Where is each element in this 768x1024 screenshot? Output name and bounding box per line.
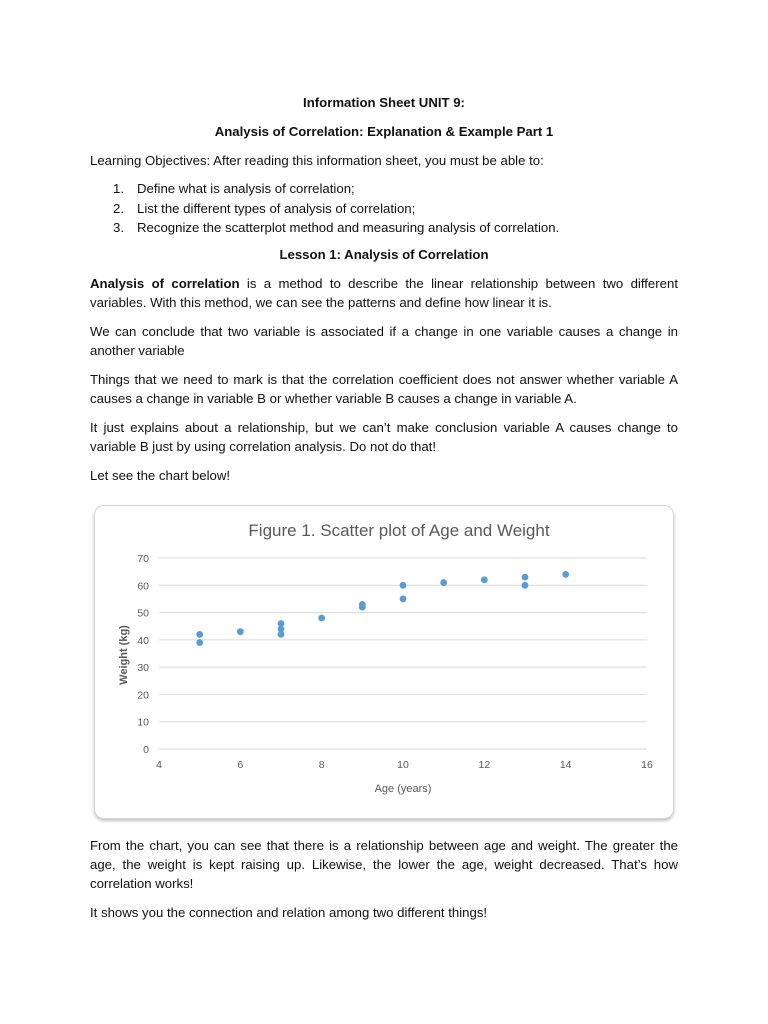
objective-number: 1.: [113, 181, 124, 196]
scatter-point: [318, 615, 325, 622]
y-tick-label: 30: [137, 662, 149, 675]
scatter-point: [522, 574, 529, 581]
x-tick-label: 8: [318, 759, 325, 771]
paragraph-association: We can conclude that two variable is associated if a change in one variable causes a change in another variable: [90, 324, 678, 358]
paragraph-conclusion: It shows you the connection and relation among two different things!: [90, 905, 488, 920]
x-tick-label: 12: [478, 759, 491, 771]
definition-text: is a method to describe the linear relationship between two different variables. With this method, we can see the patterns and define how linear it is.: [90, 276, 678, 310]
y-tick-label: 10: [137, 716, 149, 729]
sheet-subtitle: Analysis of Correlation: Explanation & Example Part 1: [214, 124, 554, 139]
scatter-point: [278, 631, 285, 638]
scatter-point: [400, 596, 407, 603]
objective-text: Define what is analysis of correlation;: [137, 181, 355, 196]
objective-text: Recognize the scatterplot method and measuring analysis of correlation.: [137, 220, 560, 235]
paragraph-warning: It just explains about a relationship, but we can’t make conclusion variable A causes change to variable B just by using correlation analysis. Do not do that!: [90, 420, 678, 454]
y-tick-label: 0: [143, 744, 149, 756]
scatter-point: [562, 571, 569, 578]
chart-points: [196, 571, 569, 646]
scatter-point: [522, 582, 529, 589]
scatter-point: [196, 631, 203, 638]
paragraph-chart-explanation: From the chart, you can see that there is a relationship between age and weight. The greater the age, the weight is kept raising up. Likewise, the lower the age, weight decreased. That’s how correlation works!: [90, 838, 678, 891]
scatter-point: [359, 604, 366, 611]
objectives-list: [113, 179, 673, 238]
scatter-point: [237, 628, 244, 635]
paragraph-chart-intro: Let see the chart below!: [90, 468, 231, 483]
y-tick-label: 60: [137, 580, 149, 593]
x-tick-label: 16: [641, 759, 653, 771]
x-tick-label: 10: [397, 759, 409, 771]
y-tick-label: 40: [137, 634, 149, 647]
scatter-point: [196, 639, 203, 646]
lesson-heading: Lesson 1: Analysis of Correlation: [279, 247, 489, 262]
objective-item: [113, 179, 673, 199]
paragraph-causation: Things that we need to mark is that the correlation coefficient does not answer whether variable A causes a change in variable B or whether variable B causes a change in variable A.: [90, 372, 678, 406]
objective-number: 2.: [113, 200, 124, 216]
paragraph-definition: [90, 274, 678, 312]
x-tick-label: 4: [156, 759, 162, 771]
learning-objectives-intro: Learning Objectives: After reading this information sheet, you must be able to:: [90, 153, 544, 168]
y-tick-label: 70: [137, 553, 149, 565]
objective-number: 3.: [113, 220, 124, 235]
scatter-chart: [94, 505, 674, 819]
y-tick-label: 50: [137, 607, 149, 620]
objective-item: [113, 218, 673, 238]
x-tick-label: 6: [237, 759, 244, 771]
sheet-title: Information Sheet UNIT 9:: [303, 95, 465, 110]
x-tick-label: 14: [559, 759, 572, 771]
objective-item: [113, 199, 673, 219]
scatter-point: [440, 579, 447, 586]
definition-term: Analysis of correlation: [90, 276, 240, 291]
scatter-point: [400, 582, 407, 589]
objective-text: List the different types of analysis of correlation;: [137, 200, 416, 216]
scatter-point: [481, 576, 488, 583]
y-tick-label: 20: [137, 689, 149, 702]
scatter-chart-svg: [95, 506, 673, 818]
x-axis-label: Age (years): [374, 783, 432, 795]
chart-title: Figure 1. Scatter plot of Age and Weight: [248, 521, 550, 540]
y-axis-label: Weight (kg): [118, 625, 130, 685]
